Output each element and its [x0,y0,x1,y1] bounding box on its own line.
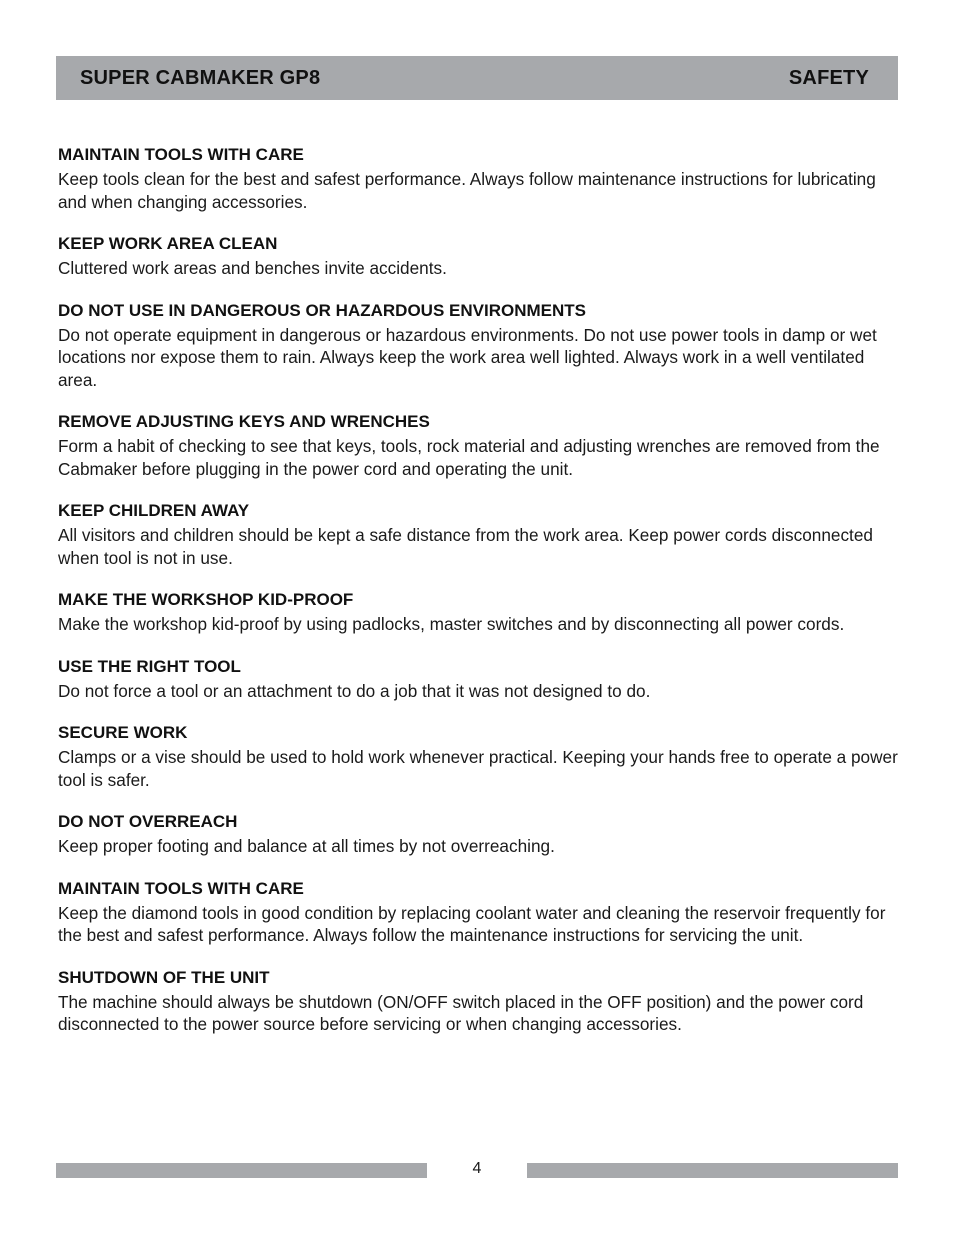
section-heading: MAINTAIN TOOLS WITH CARE [58,145,304,164]
section-body: Make the workshop kid-proof by using padlocks, master switches and by disconnecting all power cords. [58,614,845,634]
safety-section [58,234,904,280]
section-body: Do not force a tool or an attachment to do a job that it was not designed to do. [58,680,651,701]
section-heading: MAKE THE WORKSHOP KID-PROOF [58,590,354,609]
page-number: 4 [472,1160,482,1177]
safety-section [58,968,904,1036]
safety-section [58,590,904,636]
section-body: All visitors and children should be kept a safe distance from the work area. Keep power cords disconnected when tool is not in use. [58,525,873,568]
section-heading: KEEP WORK AREA CLEAN [58,234,278,253]
section-heading: KEEP CHILDREN AWAY [58,501,250,520]
footer-bar-left [56,1163,427,1178]
safety-section [58,501,904,569]
section-body: Clamps or a vise should be used to hold work whenever practical. Keeping your hands free to operate a power tool is safer. [58,747,898,790]
section-body: Keep the diamond tools in good condition by replacing coolant water and cleaning the reservoir frequently for the best and safest performance. Always follow the maintenance instructions for servicing the unit. [58,902,886,945]
safety-section [58,812,904,858]
safety-section [58,412,904,480]
section-body: Keep proper footing and balance at all times by not overreaching. [58,836,555,856]
section-body: Keep tools clean for the best and safest performance. Always follow maintenance instructions for lubricating and when changing accessories. [58,169,876,212]
section-body: The machine should always be shutdown (ON/OFF switch placed in the OFF position) and the power cord disconnected to the power source before servicing or when changing accessories. [58,991,864,1034]
safety-section [58,145,904,213]
safety-section [58,879,904,947]
section-heading: SHUTDOWN OF THE UNIT [58,967,270,987]
section-heading: USE THE RIGHT TOOL [58,656,241,676]
section-body: Form a habit of checking to see that keys, tools, rock material and adjusting wrenches are removed from the Cabmaker before plugging in the power cord and operating the unit. [58,436,880,479]
safety-section [58,301,904,392]
safety-content [58,145,904,1057]
section-title: SAFETY [788,66,869,89]
safety-section [58,723,904,791]
footer-bar-right [527,1163,898,1178]
section-heading: REMOVE ADJUSTING KEYS AND WRENCHES [58,412,430,431]
safety-section [58,657,904,703]
section-heading: DO NOT USE IN DANGEROUS OR HAZARDOUS ENVIRONMENTS [58,300,586,320]
section-body: Do not operate equipment in dangerous or hazardous environments. Do not use power tools in damp or wet locations nor expose them to rain. Always keep the work area well lighted. Always work in a well ventilated area. [58,324,877,390]
section-heading: DO NOT OVERREACH [58,812,238,831]
page-header-bar [56,56,898,100]
section-heading: MAINTAIN TOOLS WITH CARE [58,878,304,898]
section-heading: SECURE WORK [58,723,188,742]
document-title: SUPER CABMAKER GP8 [80,66,321,89]
section-body: Cluttered work areas and benches invite accidents. [58,258,447,278]
